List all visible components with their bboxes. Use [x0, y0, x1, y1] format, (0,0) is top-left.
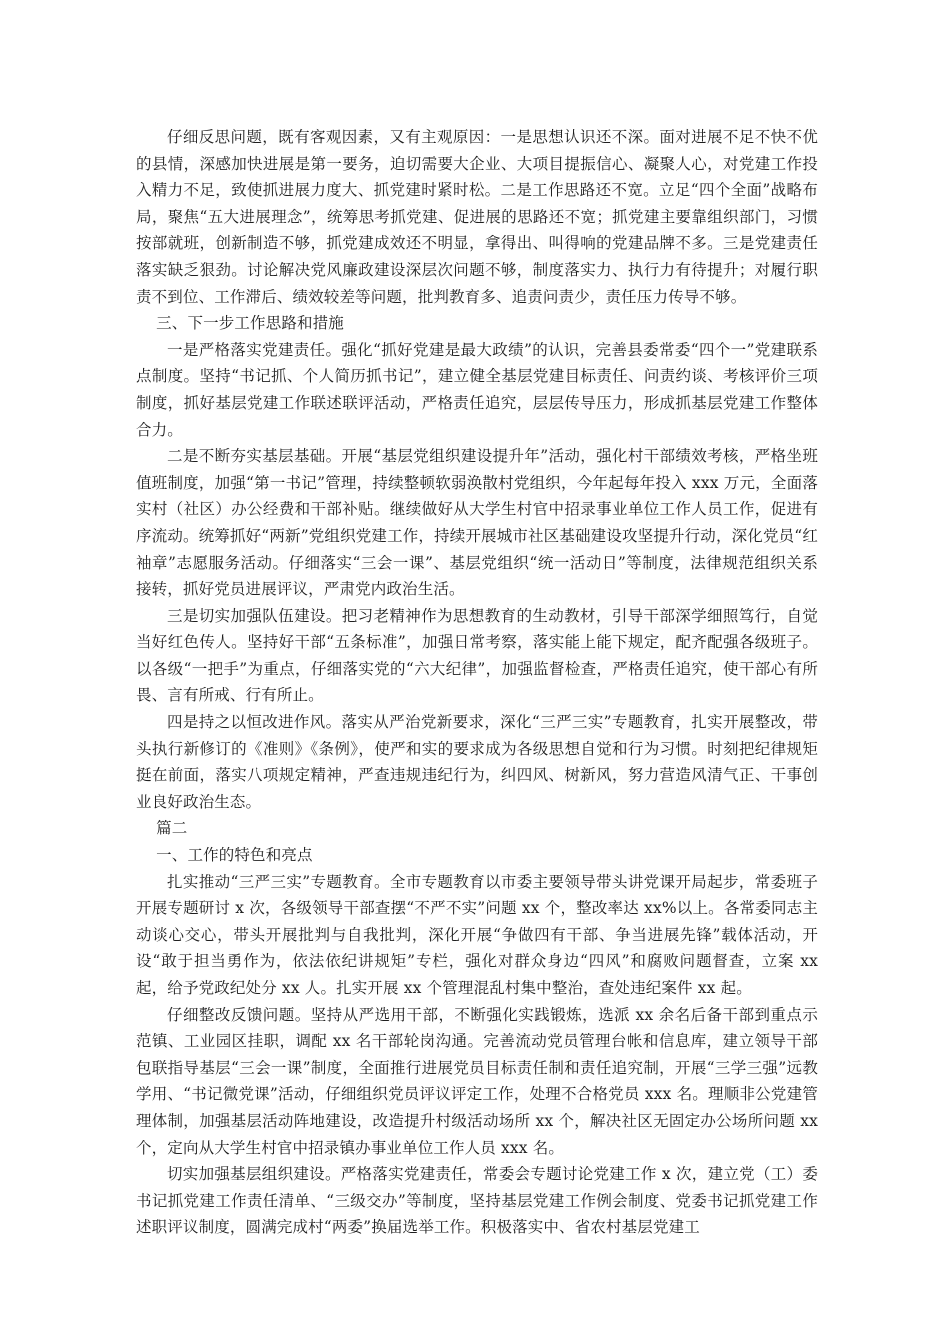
paragraph-party-responsibility: 一是严格落实党建责任。强化“抓好党建是最大政绩”的认识，完善县委常委“四个一”党建联系点制度。坚持“书记抓、个人简历抓书记”，建立健全基层党建目标责任、问责约谈、考核评价三项制度，抓好基层党建工作联述联评活动，严格责任追究，层层传导压力，形成抓基层党建工作整体合力。 — [136, 340, 818, 439]
section-heading-next-steps: 三、下一步工作思路和措施 — [156, 314, 344, 333]
part-two-heading: 篇二 — [156, 819, 188, 838]
section-heading-highlights: 一、工作的特色和亮点 — [156, 846, 313, 865]
paragraph-team-building: 三是切实加强队伍建设。把习老精神作为思想教育的生动教材，引导干部深学细照笃行，自觉当好红色传人。坚持好干部“五条标准”，加强日常考察，落实能上能下规定，配齐配强各级班子。以各级“一把手”为重点，仔细落实党的“六大纪律”，加强监督检查，严格责任追究，使干部心有所畏、言有所戒、行有所止。 — [136, 606, 818, 705]
document-page — [136, 124, 818, 1241]
paragraph-grassroots-foundation: 二是不断夯实基层基础。开展“基层党组织建设提升年”活动，强化村干部绩效考核，严格坐班值班制度，加强“第一书记”管理，持续整顿软弱涣散村党组织，今年起每年投入 xxx 万元，全面落实村（社区）办公经费和干部补贴。继续做好从大学生村官中招录事业单位工作人员工作，促进有序流动。统筹抓好“两新”党组织党建工作，持续开展城市社区基础建设攻坚提升行动，深化党员“红袖章”志愿服务活动。仔细落实“三会一课”、基层党组织“统一活动日”等制度，法律规范组织关系接转，抓好党员进展评议，严肃党内政治生活。 — [136, 447, 818, 599]
paragraph-reflection: 仔细反思问题，既有客观因素，又有主观原因：一是思想认识还不深。面对进展不足不快不优的县情，深感加快进展是第一要务，迫切需要大企业、大项目提振信心、凝聚人心，对党建工作投入精力不足，致使抓进展力度大、抓党建时紧时松。二是工作思路还不宽。立足“四个全面”战略布局，聚焦“五大进展理念”，统筹思考抓党建、促进展的思路还不宽；抓党建主要靠组织部门，习惯按部就班，创新制造不够，抓党建成效还不明显，拿得出、叫得响的党建品牌不多。三是党建责任落实缺乏狠劲。讨论解决党风廉政建设深层次问题不够，制度落实力、执行力有待提升；对履行职责不到位、工作滞后、绩效较差等问题，批判教育多、追责问责少，责任压力传导不够。 — [136, 128, 818, 306]
paragraph-grassroots-organization: 切实加强基层组织建设。严格落实党建责任，常委会专题讨论党建工作 x 次，建立党（工）委书记抓党建工作责任清单、“三级交办”等制度，坚持基层党建工作例会制度、党委书记抓党建工作述职评议制度，圆满完成村“两委”换届选举工作。积极落实中、省农村基层党建工 — [136, 1165, 818, 1237]
paragraph-three-strict: 扎实推动“三严三实”专题教育。全市专题教育以市委主要领导带头讲党课开局起步，常委班子开展专题研讨 x 次，各级领导干部查摆“不严不实”问题 xx 个，整改率达 xx%以上。各常委同志主动谈心交心，带头开展批判与自我批判，深化开展“争做四有干部、争当进展先锋”载体活动，开设“敢于担当勇作为，依法依纪讲规矩”专栏，强化对群众身边“四风”和腐败问题督查，立案 xx 起，给予党政纪处分 xx 人。扎实开展 xx 个管理混乱村集中整治，查处违纪案件 xx 起。 — [136, 872, 818, 997]
paragraph-rectification: 仔细整改反馈问题。坚持从严选用干部，不断强化实践锻炼，选派 xx 余名后备干部到重点示范镇、工业园区挂职，调配 xx 名干部轮岗沟通。完善流动党员管理台帐和信息库，建立领导干部包联指导基层“三会一课”制度，全面推行进展党员目标责任制和责任追究制，开展“三学三强”远教学用、“书记微党课”活动，仔细组织党员评议评定工作，处理不合格党员 xxx 名。理顺非公党建管理体制，加强基层活动阵地建设，改造提升村级活动场所 xx 个，解决社区无固定办公场所问题 xx 个，定向从大学生村官中招录镇办事业单位工作人员 xxx 名。 — [136, 1005, 818, 1157]
paragraph-work-style: 四是持之以恒改进作风。落实从严治党新要求，深化“三严三实”专题教育，扎实开展整改，带头执行新修订的《准则》《条例》，使严和实的要求成为各级思想自觉和行为习惯。时刻把纪律规矩挺在前面，落实八项规定精神，严查违规违纪行为，纠四风、树新风，努力营造风清气正、干事创业良好政治生态。 — [136, 713, 818, 811]
